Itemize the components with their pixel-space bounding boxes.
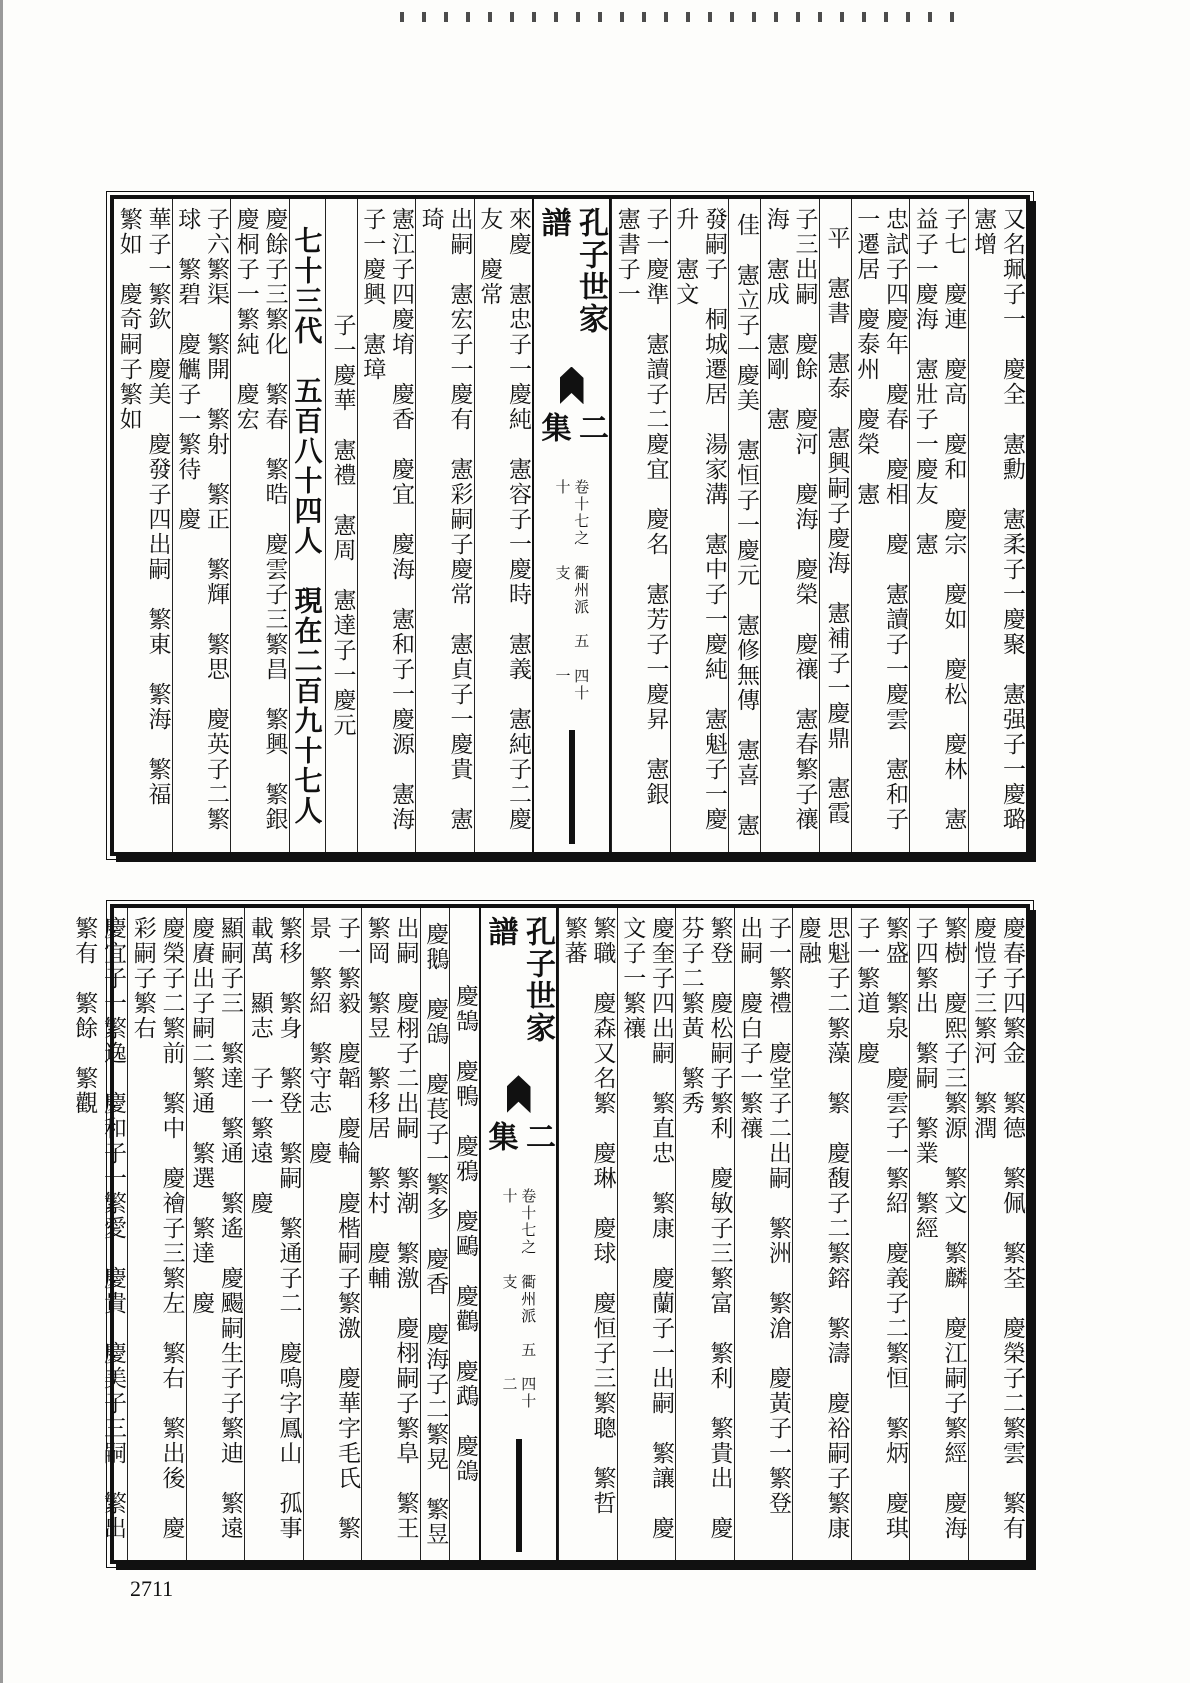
fish-tail-mark-icon (560, 367, 584, 405)
entry-column: 慶餘子三繁化 繁春 繁晧 慶雲子三繁昌 繁興 繁銀 慶桐子一繁純 慶宏 (230, 199, 289, 852)
section-label: 卷十七之十 (500, 1187, 538, 1256)
generation-heading: 七十三代 五百八十四人 現在二百九十七人 (289, 199, 325, 852)
entry-column: 子六繁渠 繁開 繁射 繁正 繁輝 繁思 慶英子二繁球 繁碧 慶觽子一繁待 慶 (172, 199, 231, 852)
entry-column: 出嗣 憲宏子一慶有 憲彩嗣子慶常 憲貞子一慶貴 憲琦 (415, 199, 474, 852)
entry-column: 繁移 繁身 繁登 繁嗣 繁通子二 慶鳴字鳳山 孤事 載萬 顯志 子一繁遠 慶 (244, 908, 303, 1560)
entry-column: 又名珮子一 慶全 憲勳 憲柔子一慶聚 憲强子一慶璐 憲增 (968, 199, 1027, 852)
entry-column: 忠試子四慶年 慶春 慶相 慶 憲讀子一慶雲 憲和子一遷居 慶泰州 慶榮 憲 (851, 199, 910, 852)
fold-bar (569, 730, 575, 844)
center-fold-column (479, 908, 558, 1560)
fold-bar (516, 1439, 522, 1552)
genealogy-panel-bottom (71, 904, 1030, 1566)
entry-column: 子七 慶連 慶高 慶和 慶宗 慶如 慶松 慶林 憲益子一慶海 憲壯子一慶友 憲 (909, 199, 968, 852)
book-title: 孔子世家譜 (482, 916, 555, 1044)
entry-column: 慶春子四繁金 繁德 繁佩 繁荃 慶榮子二繁雲 繁有 慶愷子三繁河 繁潤 (968, 908, 1027, 1560)
entry-column: 慶榮子二繁前 繁中 慶禬子三繁左 繁右 繁出後 慶彩嗣子繁右 (127, 908, 186, 1560)
volume-label: 二集 (482, 1121, 555, 1154)
volume-label: 二集 (535, 412, 608, 445)
entry-column: 佳 憲立子一慶美 憲恒子一慶元 憲修無傳 憲喜 憲 (728, 199, 760, 852)
entry-column: 子三出嗣 慶餘 慶河 慶海 慶榮 慶禳 憲春繁子禳海 憲成 憲剛 憲 (760, 199, 819, 852)
entry-column: 憲江子四慶堉 慶香 慶宜 慶海 憲和子一慶源 憲海子一慶興 憲璋 (357, 199, 416, 852)
entry-column: 慶鵠 慶鴨 慶鴉 慶鷗 慶鸛 慶鵡 慶鴿 (449, 908, 479, 1560)
branch-label: 衢州派 五支 (500, 1273, 538, 1359)
entry-column: 繁職 慶森又名繁 慶琳 慶球 慶恒子三繁聰 繁哲 繁蕃 (558, 908, 617, 1560)
page-number: 2711 (130, 1576, 174, 1601)
entry-column: 繁樹 慶熙子三繁源 繁文 繁麟 慶江嗣子繁經 慶海子四繁出 繁嗣 繁業 繁經 (909, 908, 968, 1560)
entry-column: 出嗣 慶栩子二出嗣 繁潮 繁激 慶栩嗣子繁阜 繁王 繁岡 繁昱 繁移居 繁村 慶輔 (361, 908, 420, 1560)
entry-column: 繁登 慶松嗣子繁利 慶敏子三繁富 繁利 繁貴出 慶芬子二繁黃 繁秀 (675, 908, 734, 1560)
entry-column: 慶鵝 慶鴿 慶萇子一繁多 慶香 慶海子二繁晃 繁昱 (420, 908, 450, 1560)
section-label: 卷十七之十 (553, 479, 591, 547)
center-fold-column (532, 199, 611, 852)
entry-column: 子一繁毅 慶韜 慶輪 慶楷嗣子繁激 慶華字毛氏 繁景 繁紹 繁守志 慶 (303, 908, 362, 1560)
entry-column: 慶奎子四出嗣 繁直忠 繁康 慶蘭子一出嗣 繁讓 慶文子一繁禳 (617, 908, 676, 1560)
page-binding-edge (0, 0, 3, 1683)
entry-column: 發嗣子 桐城遷居 湯家溝 憲中子一慶純 憲魁子一慶升 憲文 (670, 199, 729, 852)
entry-column: 慶宜子一繁逸 慶和子一繁愛 慶貴 慶美子三嗣 繁出 繁有 繁餘 繁觀 (71, 916, 126, 1566)
scan-artifact-strip (400, 12, 960, 22)
folio-number: 四十一 (553, 668, 591, 703)
folio-number: 四十二 (500, 1376, 538, 1411)
entry-column: 子一繁禮 慶堂子二出嗣 繁洲 繁滄 慶黃子一繁登 出嗣 慶白子一繁禳 (734, 908, 793, 1560)
entry-column: 華子一繁欽 慶美 慶發子四出嗣 繁東 繁海 繁福 繁如 慶奇嗣子繁如 (115, 207, 171, 832)
branch-label: 衢州派 五支 (553, 565, 591, 651)
entry-column: 顯嗣子三 繁達 繁通 繁遙 慶颺嗣生子子繁迪 繁遠 慶賡出子嗣二繁通 繁選 繁達 慶 (186, 908, 245, 1560)
entry-column: 子一慶準 憲讀子二慶宜 慶名 憲芳子一慶昇 憲銀 憲書子一 (611, 199, 670, 852)
fish-tail-mark-icon (507, 1075, 531, 1113)
entry-column: 繁盛 繁泉 慶雲子一繁紹 慶義子二繁恒 繁炳 慶琪子一繁道 慶 (851, 908, 910, 1560)
genealogy-panel-top (110, 195, 1030, 856)
entry-column: 平 憲書 憲泰 憲興嗣子慶海 憲補子一慶鼎 憲霞 (819, 199, 851, 852)
entry-column: 來慶 憲忠子一慶純 憲容子一慶時 憲義 憲純子二慶友 慶常 (474, 199, 533, 852)
book-title: 孔子世家譜 (535, 207, 608, 335)
entry-column: 子一慶華 憲禮 憲周 憲達子一慶元 (325, 199, 357, 852)
entry-column: 思魁子二繁藻 繁 慶馥子二繁鎔 繁濤 慶裕嗣子繁康 慶融 (792, 908, 851, 1560)
